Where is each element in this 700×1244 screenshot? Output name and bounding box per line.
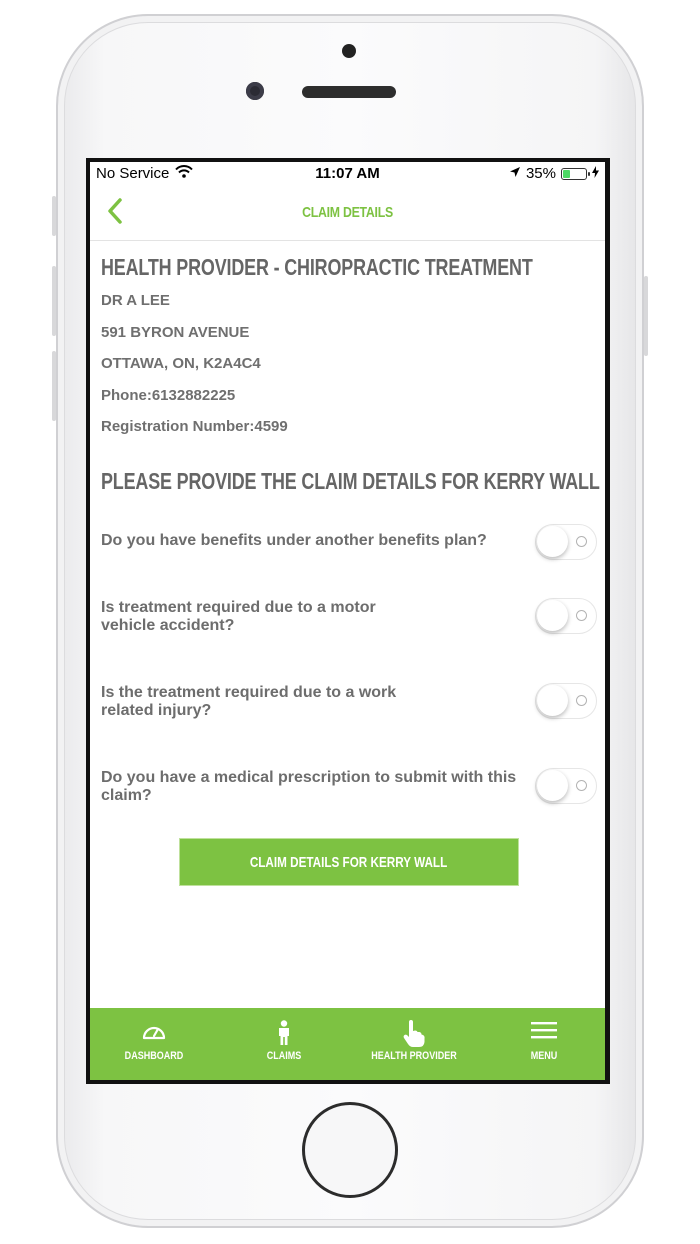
tab-health-provider[interactable] — [350, 1008, 478, 1070]
app-display — [90, 162, 605, 1080]
provider-address-line1: 591 BYRON AVENUE — [101, 323, 250, 341]
question-text: Is the treatment required due to a work related injury? — [101, 684, 397, 719]
question-text: Do you have a medical prescription to submit with this claim? — [101, 769, 517, 804]
page-title: CLAIM DETAILS — [302, 204, 393, 221]
front-camera — [246, 82, 264, 100]
gauge-icon — [141, 1020, 167, 1046]
tab-label: HEALTH PROVIDER — [371, 1050, 457, 1062]
toggle-knob — [537, 526, 568, 557]
question-text: Is treatment required due to a motor vehicle accident? — [101, 599, 376, 634]
provider-registration: Registration Number:4599 — [101, 418, 288, 435]
question-row — [101, 683, 601, 723]
chevron-left-icon — [98, 217, 134, 234]
provider-info — [101, 285, 601, 443]
question-row — [101, 768, 601, 808]
question-row — [101, 598, 601, 638]
question-row — [101, 522, 601, 562]
toggle-knob — [537, 770, 568, 801]
other-benefits-toggle[interactable] — [535, 524, 597, 560]
question-text: Do you have benefits under another benefits plan? — [101, 532, 487, 549]
person-icon — [276, 1020, 292, 1046]
charging-bolt-icon — [592, 165, 599, 182]
earpiece-speaker — [302, 86, 396, 98]
status-bar — [90, 162, 605, 184]
provider-heading: HEALTH PROVIDER - CHIROPRACTIC TREATMENT — [101, 254, 533, 280]
location-arrow-icon — [509, 165, 521, 182]
hamburger-icon — [531, 1020, 557, 1046]
provider-phone: Phone:6132882225 — [101, 386, 236, 404]
medical-prescription-toggle[interactable] — [535, 768, 597, 804]
home-button[interactable] — [302, 1102, 398, 1198]
tab-label: DASHBOARD — [124, 1050, 184, 1062]
battery-icon — [561, 168, 587, 180]
toggle-off-indicator — [576, 536, 587, 547]
back-button[interactable] — [98, 194, 134, 230]
battery-percent: 35% — [525, 165, 556, 182]
toggle-knob — [537, 685, 568, 716]
power-button — [644, 276, 648, 356]
claim-details-button-label: CLAIM DETAILS FOR KERRY WALL — [250, 853, 448, 871]
proximity-sensor — [342, 44, 356, 58]
toggle-off-indicator — [576, 610, 587, 621]
tab-claims[interactable] — [220, 1008, 348, 1070]
motor-vehicle-toggle[interactable] — [535, 598, 597, 634]
navigation-bar — [90, 184, 605, 241]
battery-fill — [563, 170, 570, 178]
toggle-off-indicator — [576, 695, 587, 706]
toggle-knob — [537, 600, 568, 631]
status-time: 11:07 AM — [315, 165, 380, 182]
mute-switch — [52, 196, 56, 236]
provider-address-line2: OTTAWA, ON, K2A4C4 — [101, 355, 261, 372]
tab-label: MENU — [530, 1050, 558, 1062]
tab-bar — [90, 1008, 605, 1080]
tab-label: CLAIMS — [266, 1050, 302, 1062]
work-injury-toggle[interactable] — [535, 683, 597, 719]
volume-up-button — [52, 266, 56, 336]
claim-details-button[interactable] — [179, 838, 519, 886]
volume-down-button — [52, 351, 56, 421]
claim-heading: PLEASE PROVIDE THE CLAIM DETAILS FOR KERRY WALL — [101, 468, 600, 494]
tab-dashboard[interactable] — [90, 1008, 218, 1070]
toggle-off-indicator — [576, 780, 587, 791]
provider-name: DR A LEE — [101, 292, 170, 309]
carrier-label: No Service — [96, 165, 170, 182]
hand-pointer-icon — [403, 1020, 425, 1046]
tab-menu[interactable] — [480, 1008, 605, 1070]
